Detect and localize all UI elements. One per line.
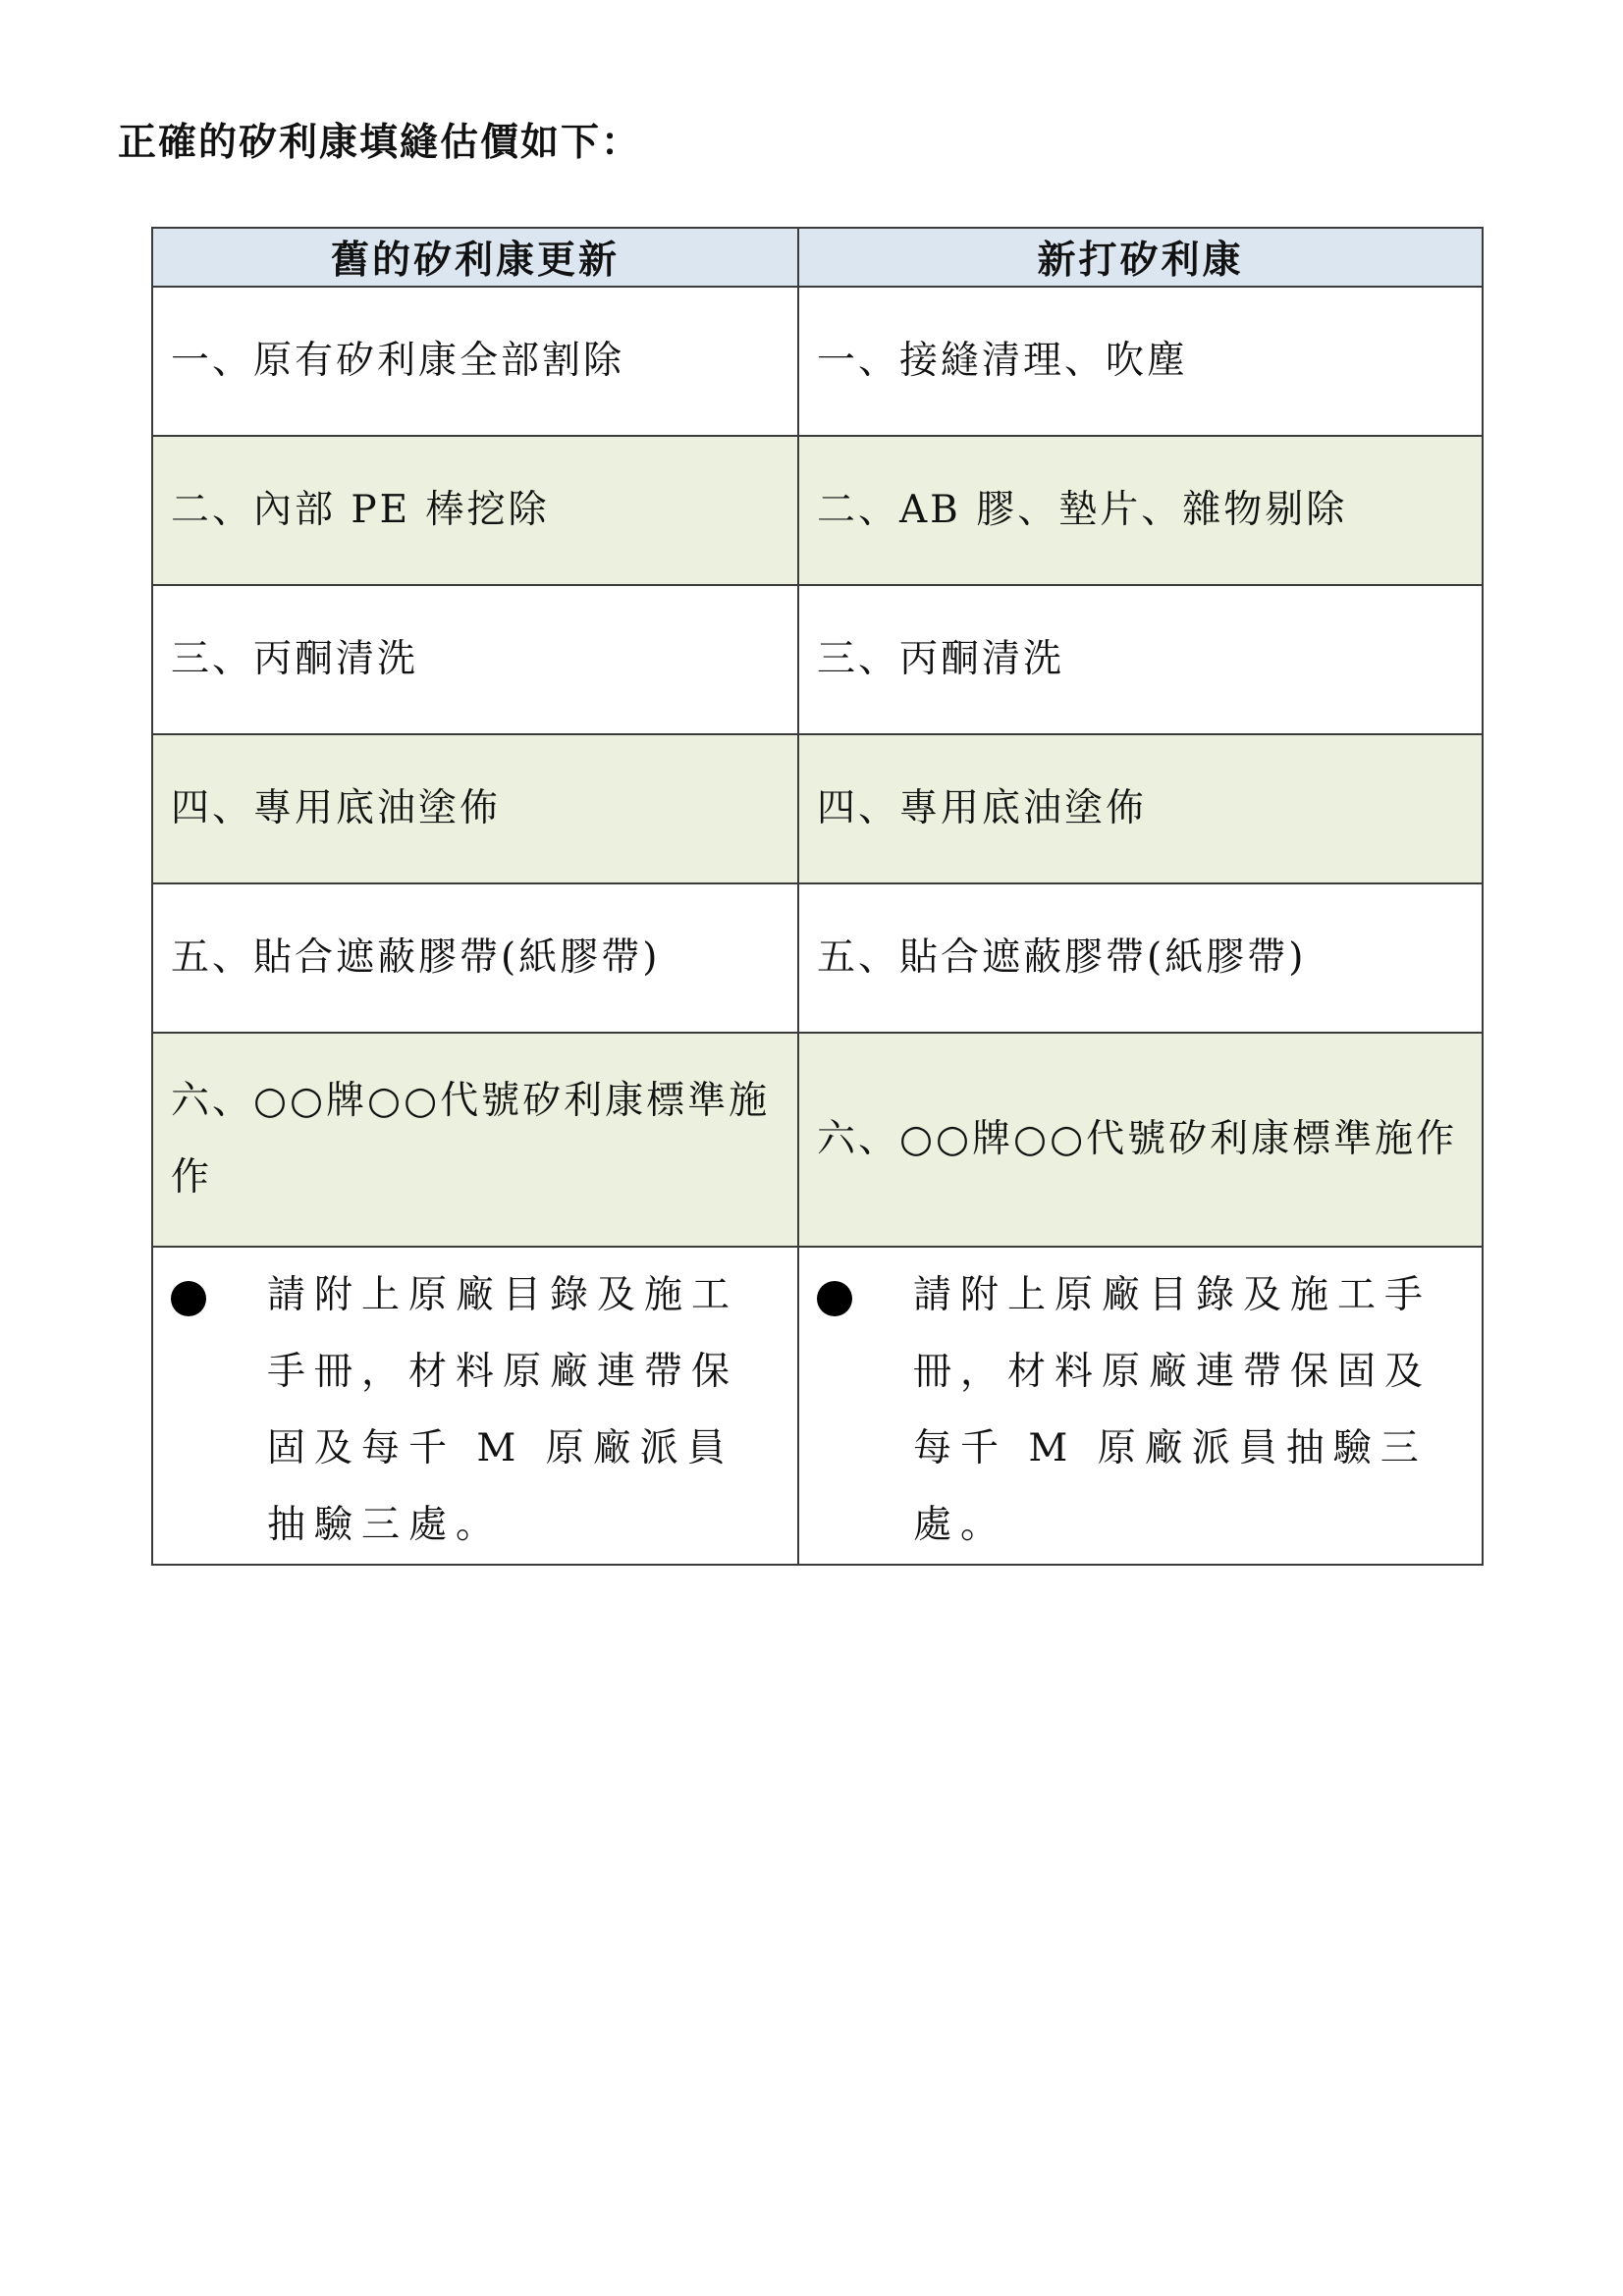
step-1-old: 一、原有矽利康全部割除 xyxy=(152,287,798,436)
bullet-icon xyxy=(817,1281,852,1316)
comparison-table xyxy=(151,227,1484,1566)
table-row xyxy=(152,1033,1483,1247)
note-new xyxy=(817,1257,1464,1564)
table-row xyxy=(152,585,1483,734)
header-new-silicone: 新打矽利康 xyxy=(798,228,1483,287)
note-row xyxy=(152,1247,1483,1565)
note-cell-old xyxy=(152,1247,798,1565)
page-heading: 正確的矽利康填縫估價如下： xyxy=(118,121,642,165)
note-text-old: 請附上原廠目錄及施工手冊，材料原廠連帶保固及每千 M 原廠派員抽驗三處。 xyxy=(267,1273,739,1547)
step-2-old: 二、內部 PE 棒挖除 xyxy=(152,436,798,585)
step-3-old: 三、丙酮清洗 xyxy=(152,585,798,734)
step-2-new: 二、AB 膠、墊片、雜物剔除 xyxy=(798,436,1483,585)
table-row xyxy=(152,734,1483,883)
table-header-row xyxy=(152,228,1483,287)
table-row xyxy=(152,436,1483,585)
step-5-new: 五、貼合遮蔽膠帶(紙膠帶) xyxy=(798,883,1483,1033)
step-5-old: 五、貼合遮蔽膠帶(紙膠帶) xyxy=(152,883,798,1033)
step-6-old: 六、○○牌○○代號矽利康標準施作 xyxy=(152,1033,798,1247)
note-old xyxy=(171,1257,780,1564)
step-6-new: 六、○○牌○○代號矽利康標準施作 xyxy=(798,1033,1483,1247)
step-1-new: 一、接縫清理、吹塵 xyxy=(798,287,1483,436)
note-text-new: 請附上原廠目錄及施工手冊，材料原廠連帶保固及每千 M 原廠派員抽驗三處。 xyxy=(913,1273,1433,1547)
step-3-new: 三、丙酮清洗 xyxy=(798,585,1483,734)
table-row xyxy=(152,883,1483,1033)
bullet-icon xyxy=(171,1281,206,1316)
note-cell-new xyxy=(798,1247,1483,1565)
table-row xyxy=(152,287,1483,436)
step-4-old: 四、專用底油塗佈 xyxy=(152,734,798,883)
header-old-silicone-renewal: 舊的矽利康更新 xyxy=(152,228,798,287)
step-4-new: 四、專用底油塗佈 xyxy=(798,734,1483,883)
